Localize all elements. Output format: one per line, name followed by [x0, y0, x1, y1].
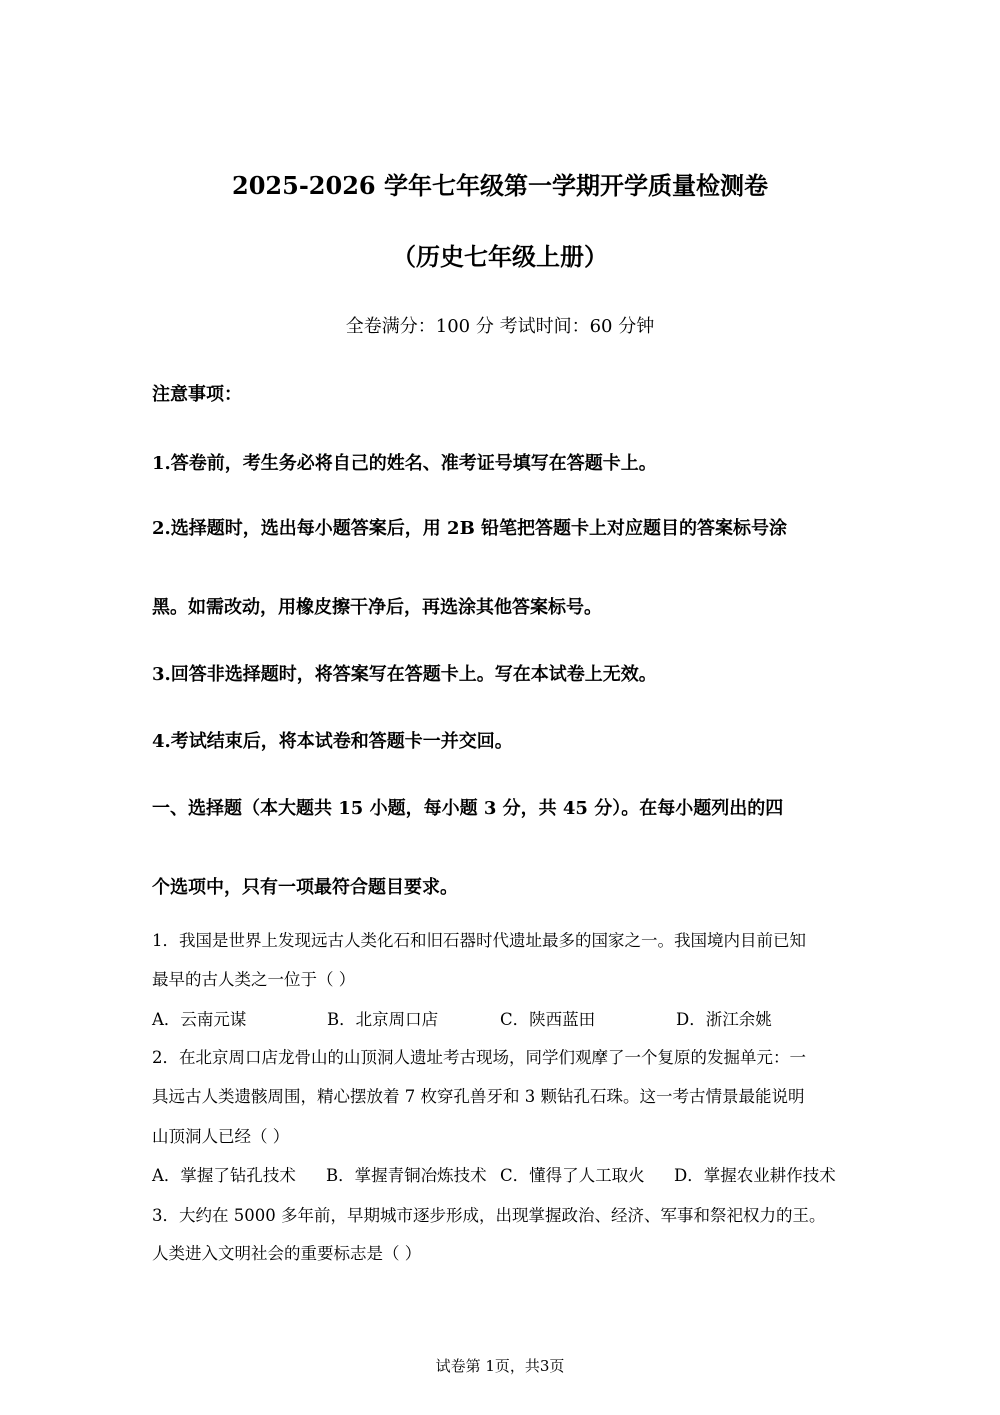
notice-item-1: 1.答卷前，考生务必将自己的姓名、准考证号填写在答题卡上。	[152, 453, 657, 474]
question-2-line-2: 具远古人类遗骸周围，精心摆放着 7 枚穿孔兽牙和 3 颗钻孔石珠。这一考古情景最能说明	[152, 1087, 805, 1106]
exam-info: 全卷满分：100 分 考试时间：60 分钟	[345, 316, 655, 337]
notice-item-4: 4.考试结束后，将本试卷和答题卡一并交回。	[152, 731, 513, 752]
question-2-option-a: A．掌握了钻孔技术	[152, 1166, 296, 1185]
question-1-line-2: 最早的古人类之一位于（ ）	[152, 970, 356, 989]
question-1-option-d: D．浙江余姚	[676, 1010, 772, 1029]
question-2-line-3: 山顶洞人已经（ ）	[152, 1127, 290, 1146]
question-2-line-1: 2．在北京周口店龙骨山的山顶洞人遗址考古现场，同学们观摩了一个复原的发掘单元：一	[152, 1048, 806, 1067]
question-2-option-c: C．懂得了人工取火	[500, 1166, 645, 1185]
notice-heading: 注意事项：	[152, 384, 242, 405]
page-subtitle: （历史七年级上册）	[392, 242, 608, 271]
question-1-option-c: C．陕西蓝田	[500, 1010, 596, 1029]
question-1-option-a: A．云南元谋	[152, 1010, 247, 1029]
notice-item-2-line-2: 黑。如需改动，用橡皮擦干净后，再选涂其他答案标号。	[152, 597, 602, 618]
question-2-option-b: B．掌握青铜冶炼技术	[326, 1166, 487, 1185]
question-1-line-1: 1．我国是世界上发现远古人类化石和旧石器时代遗址最多的国家之一。我国境内目前已知	[152, 931, 806, 950]
notice-item-3: 3.回答非选择题时，将答案写在答题卡上。写在本试卷上无效。	[152, 664, 657, 685]
section-heading-line-1: 一、选择题（本大题共 15 小题，每小题 3 分，共 45 分）。在每小题列出的四	[152, 798, 784, 819]
question-2-option-d: D．掌握农业耕作技术	[674, 1166, 836, 1185]
page-title: 2025-2026 学年七年级第一学期开学质量检测卷	[232, 171, 768, 200]
question-1-option-b: B．北京周口店	[327, 1010, 439, 1029]
question-3-line-1: 3．大约在 5000 多年前，早期城市逐步形成，出现掌握政治、经济、军事和祭祀权力的王。	[152, 1206, 826, 1225]
page-footer: 试卷第 1页，共3页	[435, 1357, 565, 1375]
section-heading-line-2: 个选项中，只有一项最符合题目要求。	[152, 877, 458, 898]
notice-item-2-line-1: 2.选择题时，选出每小题答案后，用 2B 铅笔把答题卡上对应题目的答案标号涂	[152, 518, 788, 539]
question-3-line-2: 人类进入文明社会的重要标志是（ ）	[152, 1244, 422, 1263]
